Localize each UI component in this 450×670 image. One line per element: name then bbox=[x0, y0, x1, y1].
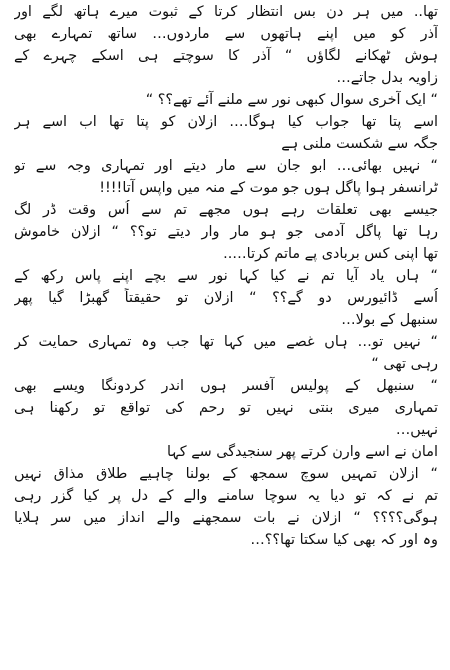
text-line: “ سنبھل کے پولیس آفسر ہوں اندر کردونگا ویسے بھی bbox=[14, 378, 438, 394]
text-line: ہوش ٹھکانے لگاؤں “ آذر کا سوچتے ہی اسکے چہرے کے bbox=[14, 48, 438, 64]
text-line: جیسے بھی تعلقات رہے ہوں مجھے تم سے اُس وقت ڈر لگ bbox=[14, 202, 438, 218]
text-line: آذر کو میں اپنے ہاتھوں سے ماردوں… ساتھ تمہارے بھی bbox=[14, 26, 438, 42]
text-line: “ ہاں یاد آیا تم نے کیا کہا نور سے بچے اپنے پاس رکھ کے bbox=[14, 268, 438, 284]
text-line: جگہ سے شکست ملنی ہے bbox=[281, 136, 438, 152]
text-line: اُسے ڈائیورس دو گے؟؟ “ ازلان تو حقیقتاً گھبڑا گیا پھر bbox=[14, 290, 438, 306]
text-line: تھا.. میں ہر دن بس انتظار کرتا کے ثبوت میرے ہاتھ لگے اور bbox=[14, 4, 438, 20]
text-line: نہیں… bbox=[395, 422, 438, 438]
text-line: ہوگی؟؟؟؟ “ ازلان نے بات سمجھنے والے انداز میں سر ہلایا bbox=[14, 510, 438, 526]
text-line: وہ اور کہ بھی کیا سکتا تھا؟؟… bbox=[250, 532, 438, 548]
text-line: امان نے اسے وارن کرتے پھر سنجیدگی سے کہا bbox=[166, 444, 438, 460]
text-line: “ ایک آخری سوال کبھی نور سے ملنے آئے تھے؟؟ “ bbox=[145, 92, 438, 108]
text-line: “ نہیں بھائی… ابو جان سے مار دیتے اور تمہاری وجہ سے تو bbox=[14, 158, 438, 174]
text-line: رہی تھی “ bbox=[371, 356, 438, 372]
text-line: سنبھل کے بولا… bbox=[341, 312, 438, 328]
text-line: “ ازلان تمہیں سوچ سمجھ کے بولنا چاہیے طلاق مذاق نہیں bbox=[14, 466, 438, 482]
text-line: رہا تھا پاگل آدمی جو ہو مار وار دیتے تو؟؟ “ ازلان خاموش bbox=[14, 224, 438, 240]
text-line: زاویہ بدل جاتے… bbox=[336, 70, 438, 86]
text-line: اسے پتا تھا جواب کیا ہوگا…. ازلان کو پتا تھا اب اسے ہر bbox=[14, 114, 438, 130]
text-line: تم نے کہ تو دیا یہ سوچا سامنے والے کے دل پر کیا گزر رہی bbox=[14, 488, 438, 504]
line-gap bbox=[14, 551, 438, 553]
text-line: ٹرانسفر ہوا پاگل ہوں جو موت کے منہ میں واپس آتا!!!! bbox=[99, 180, 438, 196]
text-line: “ نہیں تو… ہاں غصے میں کہا تھا جب وہ تمہاری حمایت کر bbox=[14, 334, 438, 350]
document-page bbox=[14, 2, 438, 666]
text-line: تمہاری میری بنتی نہیں تو رحم کی تواقع تو رکھنا ہی bbox=[14, 400, 438, 416]
text-line: تھا اپنی کس بربادی پے ماتم کرتا….. bbox=[223, 246, 438, 262]
